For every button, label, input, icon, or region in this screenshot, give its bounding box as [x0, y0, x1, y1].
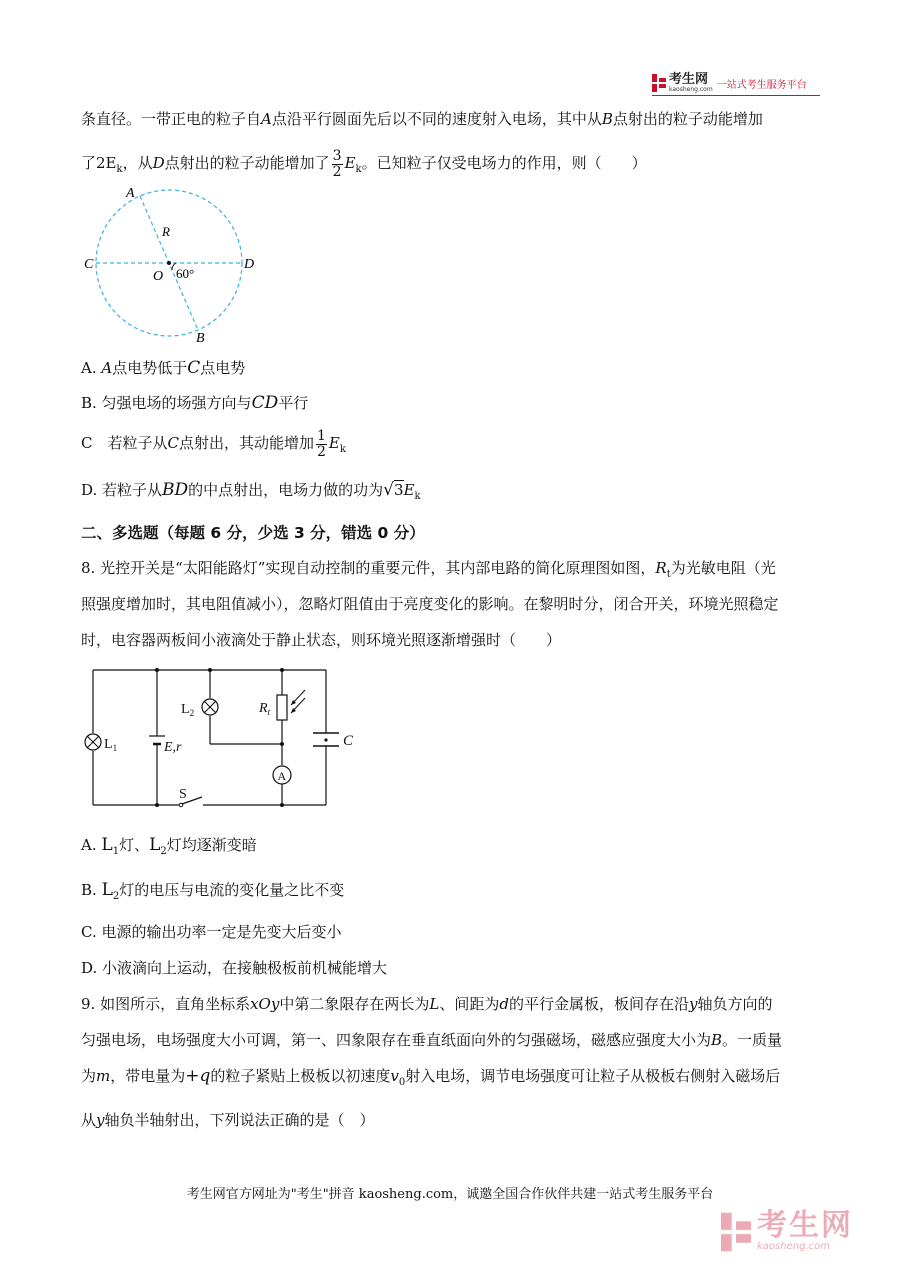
watermark-text: 考生网: [757, 1208, 853, 1243]
label-L1: $L_1$: [104, 737, 118, 753]
battery-icon: [149, 736, 165, 744]
q8-option-B[interactable]: B. $L_2$灯的电压与电流的变化量之比不变: [81, 880, 345, 902]
label-Er: E,r: [164, 740, 182, 755]
q9-line3: 为m，带电量为+q的粒子紧贴上极板以初速度$v_0$射入电场，调节电场强度可让粒子从极板右侧射入磁场后: [81, 1066, 781, 1088]
section-heading: 二、多选题（每题 6 分，少选 3 分，错选 0 分）: [81, 524, 425, 542]
label-R: R: [162, 224, 170, 239]
q9-line2: 匀强电场，电场强度大小可调，第一、四象限存在垂直纸面向外的匀强磁场，磁感应强度大小为B。一质量: [81, 1031, 783, 1049]
logo-url: kaosheng.com: [669, 86, 713, 93]
junction-dots: [155, 668, 284, 807]
q8-line1: 8. 光控开关是“太阳能路灯”实现自动控制的重要元件，其内部电路的简化原理图如图，$R_t$为光敏电阻（光: [81, 559, 776, 580]
kaosheng-logo-icon: [652, 74, 666, 92]
q9-line1: 9. 如图所示，直角坐标系xOy中第二象限存在两长为L、间距为d的平行金属板，板间存在沿y轴负方向的: [81, 995, 773, 1013]
q8-option-A[interactable]: A. $L_1$灯、$L_2$灯均逐渐变暗: [81, 835, 257, 857]
q7-circle-figure: [80, 182, 265, 347]
label-Rt: $R_t$: [259, 701, 271, 717]
capacitor-icon: [313, 733, 339, 746]
q8-circuit-diagram: [80, 662, 365, 812]
fraction-3-2: $\frac{3}{2}$: [332, 147, 342, 180]
page-footer: 考生网官方网址为"考生"拼音 kaosheng.com，诚邀全国合作伙伴共建一站式考生服务平台: [186, 1187, 714, 1202]
label-S: S: [179, 787, 187, 802]
q7-line1: 条直径。一带正电的粒子自A点沿平行圆面先后以不同的速度射入电场，其中从B点射出的粒子动能增加: [81, 110, 763, 128]
header-divider: [652, 95, 820, 96]
header-logo: [652, 73, 807, 93]
q8-option-C[interactable]: C. 电源的输出功率一定是先变大后变小: [81, 923, 342, 941]
q8-option-D[interactable]: D. 小液滴向上运动，在接触极板前机械能增大: [81, 959, 388, 977]
logo-slogan: 一站式考生服务平台: [716, 79, 807, 91]
center-point: [167, 261, 171, 265]
watermark-url: kaosheng.com: [757, 1241, 830, 1252]
watermark-logo-icon: [721, 1212, 751, 1252]
photoresistor-icon: [277, 690, 305, 720]
label-angle: 60°: [176, 266, 195, 281]
lamp-L2-icon: [202, 699, 218, 715]
label-C: C: [343, 733, 354, 749]
lamp-L1-icon: [85, 734, 101, 750]
fraction-1-2: $\frac{1}{2}$: [316, 427, 326, 460]
q7-option-B[interactable]: B. 匀强电场的场强方向与CD平行: [81, 393, 309, 413]
label-L2: $L_2$: [181, 702, 195, 718]
q7-option-C[interactable]: C 若粒子从C点射出，其动能增加 $\frac{1}{2}$ $E_k$: [81, 427, 346, 460]
label-C: C: [84, 257, 94, 272]
q7-line2: 了$2E_k$，从D点射出的粒子动能增加了 $\frac{3}{2}$ $E_k$。已知粒子仅受电场力的作用，则（ ）: [81, 147, 647, 180]
label-B: B: [196, 331, 205, 346]
q8-line2: 照强度增加时，其电阻值减小），忽略灯阻值由于亮度变化的影响。在黎明时分，闭合开关，环境光照稳定: [81, 595, 779, 613]
watermark: [721, 1208, 853, 1252]
label-O: O: [153, 269, 164, 284]
q7-option-A[interactable]: A. A点电势低于C点电势: [81, 358, 246, 378]
label-A: A: [126, 186, 135, 201]
logo-name: 考生网: [669, 72, 709, 87]
label-D: D: [244, 257, 255, 272]
label-ammeter: A: [277, 769, 287, 783]
q9-line4: 从y轴负半轴射出，下列说法正确的是（ ）: [81, 1111, 375, 1129]
q8-line3: 时，电容器两板间小液滴处于静止状态，则环境光照逐渐增强时（ ）: [81, 631, 562, 649]
q7-option-D[interactable]: D. 若粒子从BD的中点射出，电场力做的功为$√3E_k$: [81, 480, 421, 502]
